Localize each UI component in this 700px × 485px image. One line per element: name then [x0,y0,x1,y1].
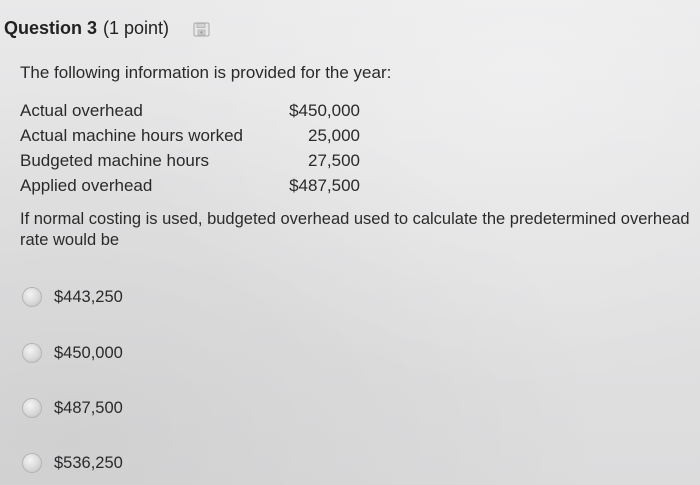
data-value: 27,500 [308,151,360,170]
radio-button[interactable] [22,343,42,363]
data-value: $487,500 [289,176,360,195]
option-label: $443,250 [54,287,123,306]
data-label: Applied overhead [20,176,153,195]
data-label: Budgeted machine hours [20,151,210,170]
answer-option[interactable] [22,450,123,476]
option-label: $536,250 [54,453,123,472]
radio-button[interactable] [22,398,42,418]
data-value: 25,000 [308,126,360,145]
answer-option[interactable] [22,284,123,310]
question-header [4,18,210,39]
data-row [20,101,360,126]
radio-button[interactable] [22,287,42,307]
radio-button[interactable] [22,453,42,473]
floppy-disk-icon[interactable] [193,21,210,36]
option-label: $450,000 [54,343,123,362]
question-prompt: If normal costing is used, budgeted overhead used to calculate the predetermined overhead rate would be [20,210,690,249]
data-row [20,176,360,201]
data-label: Actual machine hours worked [20,126,244,145]
option-label: $487,500 [54,398,123,417]
intro-text: The following information is provided for the year: [20,63,392,82]
data-label: Actual overhead [20,101,143,120]
data-table [20,101,360,201]
question-points: (1 point) [103,18,170,38]
answer-option[interactable] [22,340,123,366]
answer-option[interactable] [22,395,123,421]
data-row [20,151,360,176]
question-title: Question 3 [4,18,98,38]
data-value: $450,000 [289,101,360,120]
data-row [20,126,360,151]
